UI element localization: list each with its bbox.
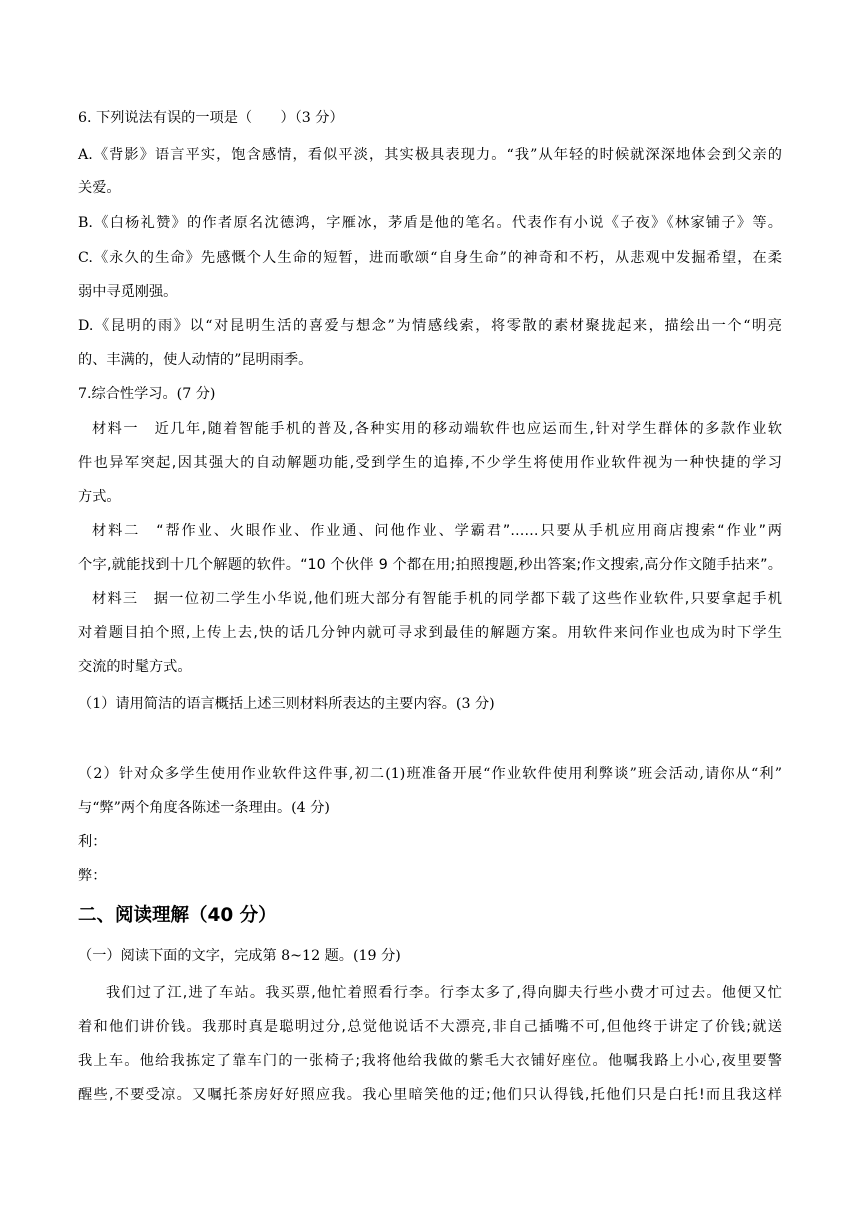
answer-label-li: 利：	[78, 834, 107, 850]
q6-option-a: A.《背影》语言平实，饱含感情，看似平淡，其实极具表现力。“我”从年轻的时候就深深地体会到父亲的	[78, 147, 782, 163]
passage-line: 我上车。他给我拣定了靠车门的一张椅子;我将他给我做的紫毛大衣铺好座位。他嘱我路上小心,夜里要警	[78, 1053, 782, 1069]
q7-material-2-cont: 个字,就能找到十几个解题的软件。“10 个伙伴 9 个都在用;拍照搜题,秒出答案;作文搜索,高分作文随手拈来”。	[78, 557, 782, 573]
q6-option-c-cont: 弱中寻觅刚强。	[78, 284, 178, 300]
q7-material-1: 材料一 近几年,随着智能手机的普及,各种实用的移动端软件也应运而生,针对学生群体的多款作业软	[92, 421, 782, 437]
q7-sub2-cont: 与“弊”两个角度各陈述一条理由。(4 分)	[78, 800, 330, 816]
q6-option-d-cont: 的、丰满的，使人动情的”昆明雨季。	[78, 352, 313, 368]
q6-option-d: D.《昆明的雨》以“对昆明生活的喜爱与想念”为情感线索，将零散的素材聚拢起来，描绘出一个“明亮	[78, 318, 782, 334]
q7-sub1: （1）请用简洁的语言概括上述三则材料所表达的主要内容。(3 分)	[78, 696, 495, 712]
passage-line: 着和他们讲价钱。我那时真是聪明过分,总觉他说话不大漂亮,非自己插嘴不可,但他终于讲定了价钱;就送	[78, 1019, 782, 1035]
q7-material-3: 材料三 据一位初二学生小华说,他们班大部分有智能手机的同学都下载了这些作业软件,只要拿起手机	[92, 591, 782, 607]
reading-part-1-instruction: （一）阅读下面的文字，完成第 8~12 题。(19 分)	[78, 948, 401, 964]
q7-material-1-cont2: 方式。	[78, 489, 121, 505]
passage-line: 我们过了江,进了车站。我买票,他忙着照看行李。行李太多了,得向脚夫行些小费才可过去。他便又忙	[106, 985, 782, 1001]
q7-stem: 7.综合性学习。(7 分)	[78, 386, 216, 402]
q7-material-3-cont: 对着题目拍个照,上传上去,快的话几分钟内就可寻求到最佳的解题方案。用软件来问作业也成为时下学生	[78, 625, 782, 641]
q6-option-b: B.《白杨礼赞》的作者原名沈德鸿，字雁冰，茅盾是他的笔名。代表作有小说《子夜》《林家铺子》等。	[78, 215, 782, 231]
q6-option-a-cont: 关爱。	[78, 180, 121, 196]
passage-line: 醒些,不要受凉。又嘱托茶房好好照应我。我心里暗笑他的迂;他们只认得钱,托他们只是白托!而且我这样	[78, 1087, 782, 1103]
q7-material-1-cont: 件也异军突起,因其强大的自动解题功能,受到学生的追捧,不少学生将使用作业软件视为一种快捷的学习	[78, 455, 782, 471]
q7-sub2: （2）针对众多学生使用作业软件这件事,初二(1)班准备开展“作业软件使用利弊谈”班会活动,请你从“利”	[78, 766, 782, 782]
q6-option-c: C.《永久的生命》先感慨个人生命的短暂，进而歌颂“自身生命”的神奇和不朽，从悲观中发掘希望，在柔	[78, 250, 782, 266]
answer-label-bi: 弊：	[78, 868, 107, 884]
q7-material-3-cont2: 交流的时髦方式。	[78, 659, 192, 675]
section-title: 二、阅读理解（40 分）	[78, 905, 277, 926]
q7-material-2: 材料二 “帮作业、火眼作业、作业通、问他作业、学霸君”……只要从手机应用商店搜索“作业”两	[92, 523, 782, 539]
q6-stem: 6. 下列说法有误的一项是（ ）（3 分）	[78, 110, 344, 126]
